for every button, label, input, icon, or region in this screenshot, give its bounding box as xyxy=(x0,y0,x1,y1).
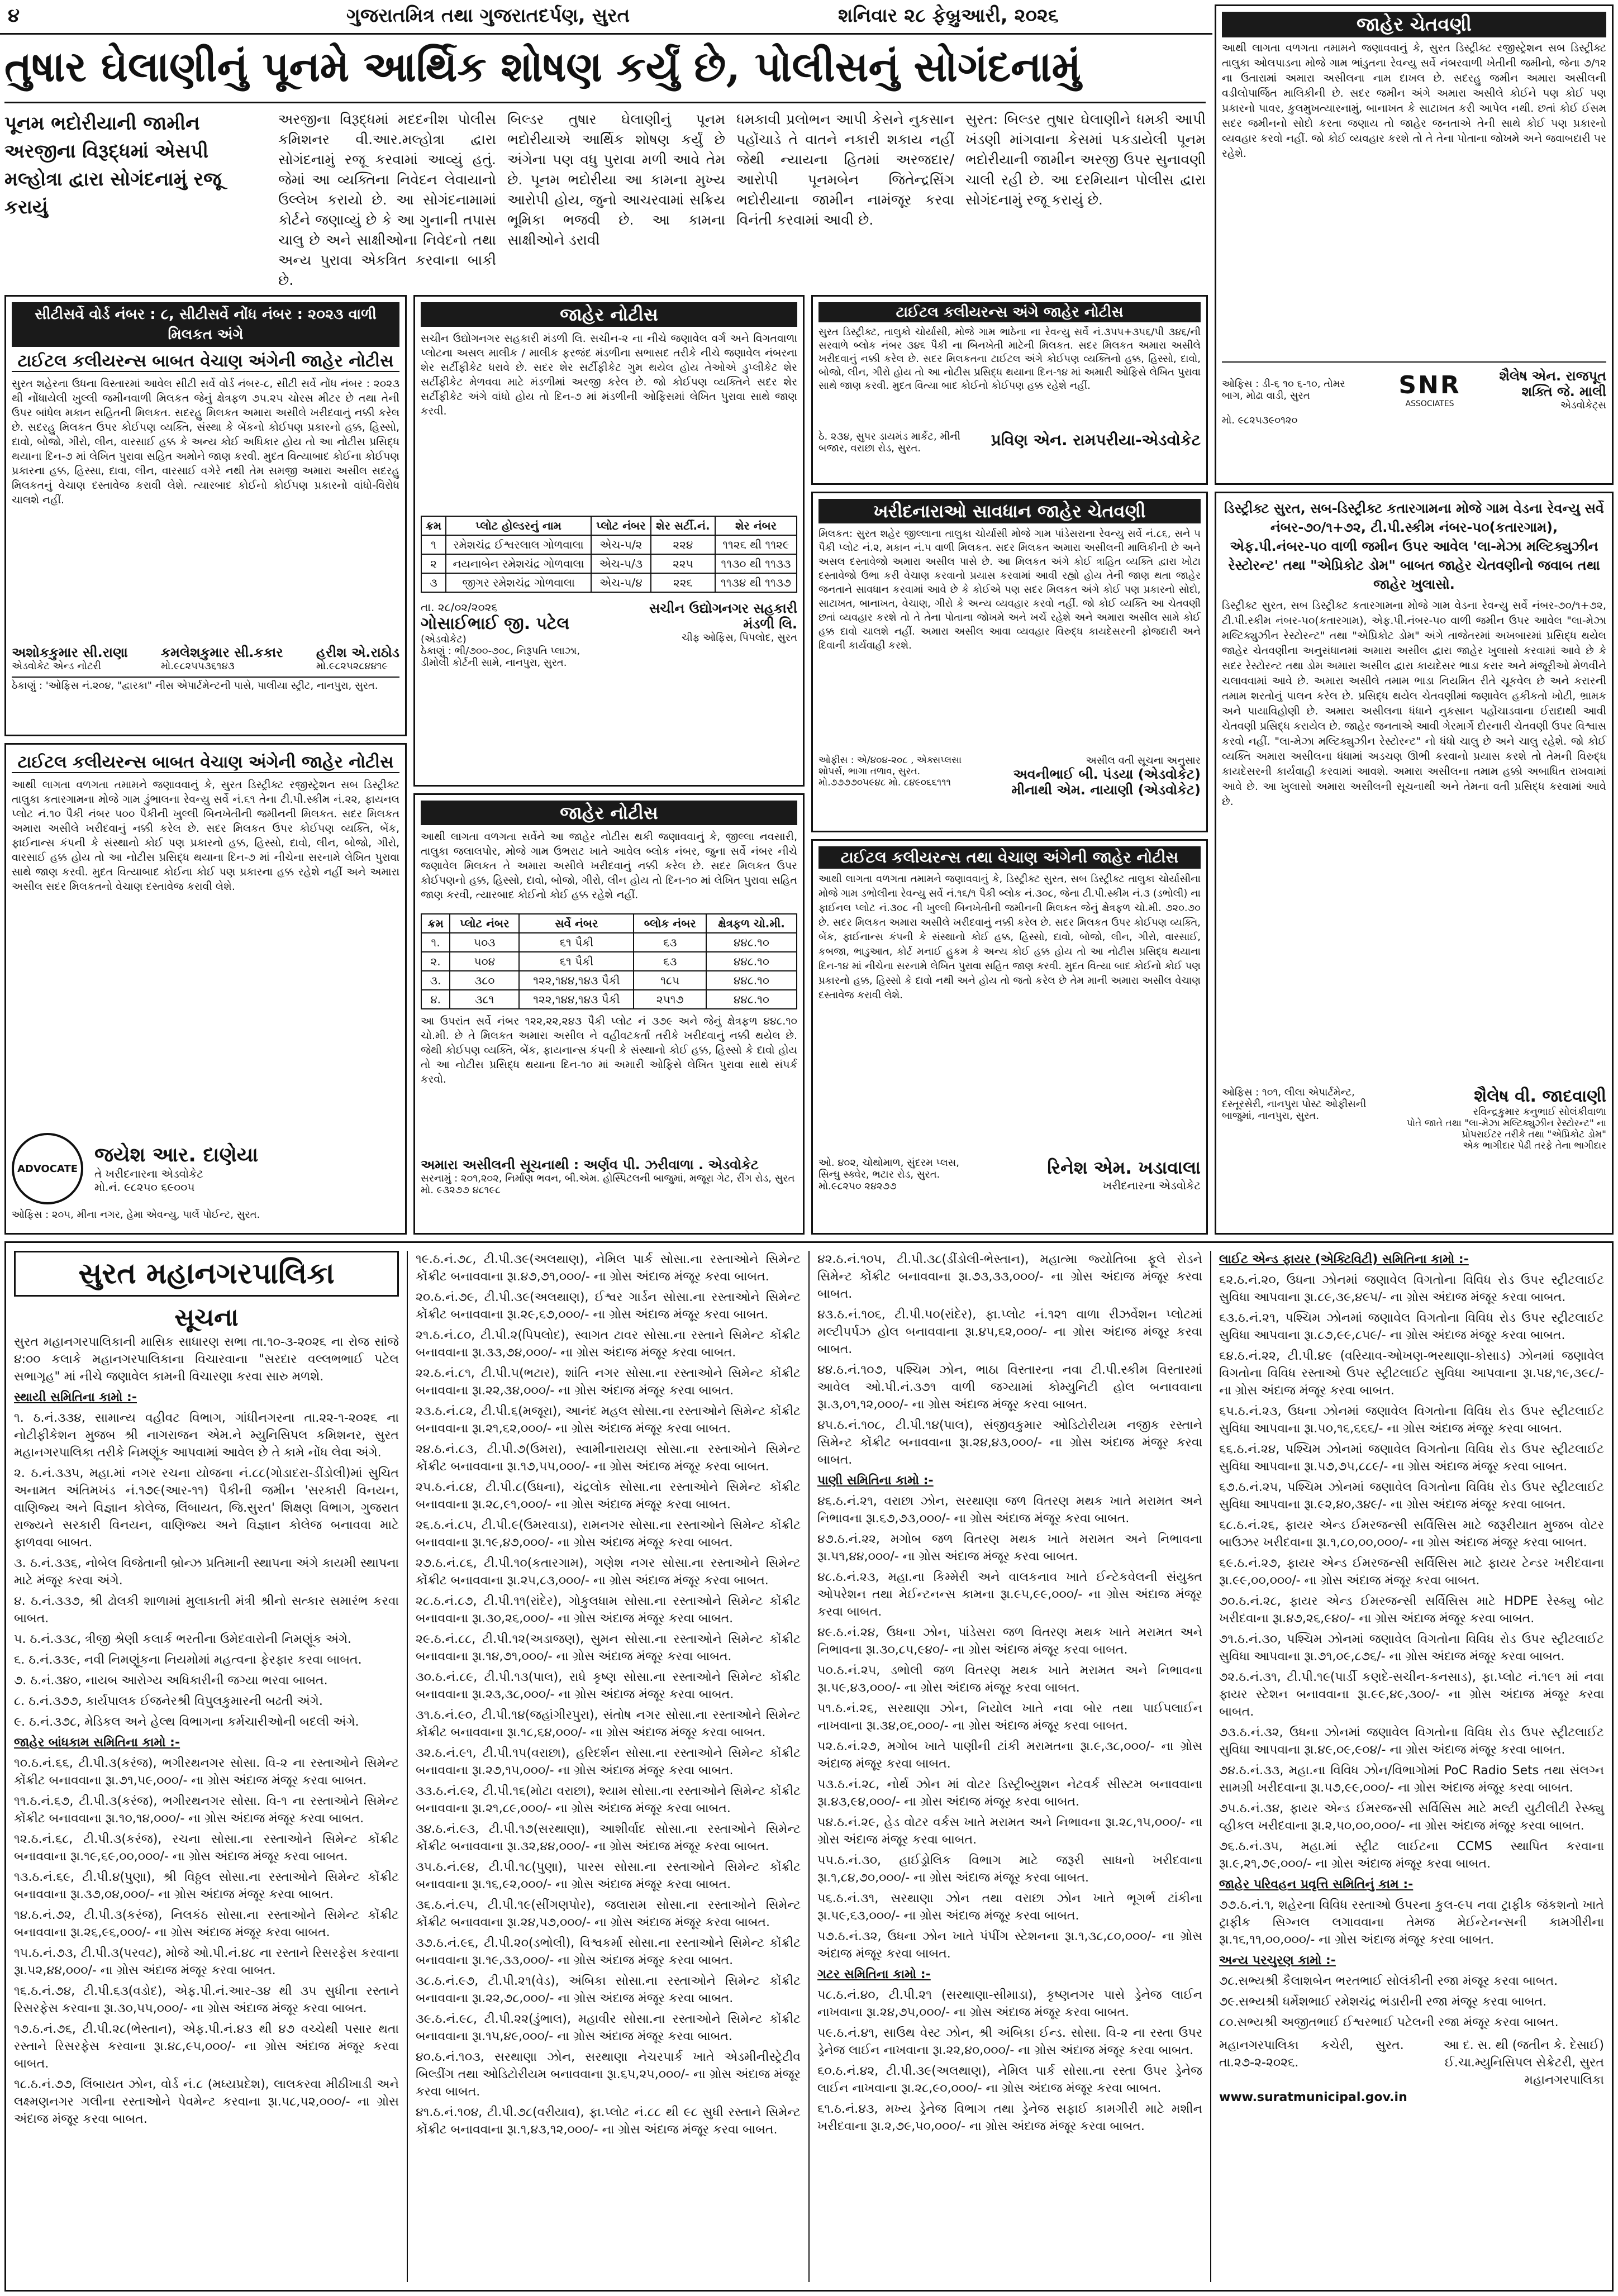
smc-agenda-item: ૪૮.ઠ.નં.૨૩, મહા.ના કિમ્મેરી અને વાલકનાવ ખાતે ઈન્ટેકવેલની સંયુક્ત ઓપરેશન તથા મેઈન્ટનન્સ કામના રૂા.૯૫,૯૯,૦૦૦/- ના ગ્રોસ અંદાજ મંજૂર કરવા બાબત. xyxy=(817,1570,1202,1619)
jaheer-notice-2-signer: અમારા અસીલની સૂચનાથી : અર્ણવ પી. ઝરીવાળા . એડવોકેટ xyxy=(421,1157,759,1173)
jaheer-notice-2 xyxy=(413,793,805,1235)
district-response-notice xyxy=(1215,492,1614,1235)
district-response-header: ડિસ્ટ્રીક્ટ સુરત, સબ-ડિસ્ટ્રીક્ટ કતારગામના મોજે ગામ વેડના રેવન્યુ સર્વે નંબર-૭૦/૧+૭૨, ટી.પી.સ્કીમ નંબર-૫૦(કતારગામ), એફ.પી.નંબર-૫૦ વાળી જમીન ઉપર આવેલ 'લા-મેઝા મલ્ટિક્યુઝીન રેસ્ટોરન્ટ' તથા "એપ્રિકોટ ડોમ" બાબત જાહેર ચેતવણીનો જવાબ તથા જાહેર ખુલાસો. xyxy=(1224,501,1604,592)
smc-agenda-item: ૫૧.ઠ.નં.૨૬, સરથાણા ઝોન, નિયોલ ખાતે નવા બોર તથા પાઈપલાઈન નાખવાના રૂા.૩૪,૦૬,૦૦૦/- ના ગ્રોસ અંદાજ મંજૂર કરવા બાબત. xyxy=(817,1702,1202,1733)
smc-agenda-item: ૬૮.ઠ.નં.૨૬, ફાયર એન્ડ ઈમરજન્સી સર્વિસિસ માટે જરૂરીયાત મુજબ વોટર બાઉઝર ખરીદવાના રૂા.૧,૮૦,૦૦,૦૦૦/- ના ગ્રોસ અંદાજ મંજૂર કરવા બાબત. xyxy=(1219,1518,1604,1550)
title-sale-body: આથી લાગતા વળગતા તમામને જણાવવાનું કે, ડિસ્ટ્રીક્ટ સુરત, સબ ડિસ્ટ્રીક્ટ તાલુકા ચોર્યાસીના મોજે ગામ ડભોલીના રેવન્યુ સર્વે નં.૧૬/૧ પૈકી બ્લોક નં.૩૦૮, જેના ટી.પી.સ્કીમ નં.૩ (ડભોલી) ના ફાઈનલ પ્લોટ નં.૩૦૮ ની ખુલ્લી બિનખેતીની જમીનની મિલકત જેનું ક્ષેત્રફળ ચો.મી. ૭૨૦.૭૦ છે. સદર મિલકત અમારા અસીલે ખરીદવાનું નક્કી કરેલ છે. સદર મિલકત ઉપર કોઈપણ વ્યક્તિ, બેંક, ફાઈનાન્સ કંપની કે સંસ્થાનો કોઈ હક્ક, હિસ્સો, દાવો, બોજો, લીન, ગીરો, વારસાઈ, કબજા, ભાડુઆત, કોર્ટ મનાઈ હુકમ કે અન્ય કોઈ હક્ક હોય તો આ નોટીસ પ્રસિદ્ધ થયાના દિન-૧૪ માં નીચેના સરનામે લેખિત પુરાવા સહિત જાણ કરવી. મુદત વિત્યા બાદ કોઈનો કોઈ પણ પ્રકારનો હક્ક, હિસ્સો કે દાવો નથી અને હોય તો જતો કરેલ છે તેમ માની અમારા અસીલ વેચાણ દસ્તાવેજ કરાવી લેશે. xyxy=(818,873,1201,1001)
smc-agenda-item: ૧૭.ઠ.નં.૭૬, ટી.પી.૨૮(ભેસ્તાન), એફ.પી.નં.૪૩ થી ૪૭ વચ્ચેથી પસાર થતા રસ્તાને રિસરફેસ કરવાના રૂા.૪૮,૯૫,૦૦૦/- ના ગ્રોસ અંદાજ મંજૂર કરવા બાબત. xyxy=(14,2022,399,2071)
smc-agenda-item: ૮. ઠ.નં.૩૭૭, કાર્યપાલક ઈજનેરશ્રી વિપુલકુમારની બઢતી અંગે. xyxy=(14,1694,323,1708)
smc-agenda-item: ૬૩.ઠ.નં.૨૧, પશ્ચિમ ઝોનમાં જણાવેલ વિગતોના વિવિધ રોડ ઉપર સ્ટ્રીટલાઈટ સુવિધા આપવાના રૂા.૮૭,૯૯,૮૫૯/- ના ગ્રોસ અંદાજ મંજૂર કરવા બાબત. xyxy=(1219,1311,1604,1342)
smc-agenda-item: ૪૫.ઠ.નં.૧૦૮, ટી.પી.૧૪(પાલ), સંજીવકુમાર ઓડિટોરીયમ નજીક રસ્તાને સિમેન્ટ કોંક્રીટ બનાવવાના રૂા.૨૪,૪૩,૦૦૦/- ના ગ્રોસ અંદાજ મંજૂર કરવા બાબત. xyxy=(817,1418,1202,1467)
table-row: ૨. ૫૦૪ ૬૧ પૈકી ૬૩ ૪૪૮.૧૦ xyxy=(421,952,797,971)
smc-agenda-item: ૭૪.ઠ.નં.૩૩, મહા.ના વિવિધ ઝોન/વિભાગોમાં PoC Radio Sets તથા સંલગ્ન સામગ્રી ખરીદવાના રૂા.૫૭,૯૯,૦૦૦/- ના ગ્રોસ અંદાજ મંજૂર કરવા બાબત. xyxy=(1219,1764,1604,1795)
headline-col-4: ધમકાવી પ્રલોભન આપી કેસને નુકસાન પહોંચાડે તે વાતને નકારી શકાય નહીં જેથી ન્યાયના હિતમાં અરજદાર/આરોપી પૂનમબેન જિતેન્દ્રસિંગ ભદોરીયાના જામીન નામંજૂર કરવા વિનંતી કરવામાં આવી છે. xyxy=(736,111,954,228)
table-row: ૧ રમેશચંદ્ર ઈશ્વરલાલ ગોળવાલા એચ-૫/૨ ૨૨૪ ૧૧૨૬ થી ૧૧૨૯ xyxy=(421,535,797,554)
paper-name: ગુજરાતમિત્ર તથા ગુજરાતદર્પણ, સુરત xyxy=(346,4,630,27)
smc-agenda-item: ૬૧.ઠ.નં.૪૩, મખ્ય ડ્રેનેજ વિભાગ તથા ડ્રેનેજ સફાઈ કામગીરી માટે મશીન ખરીદવાના રૂા.૨,૭૯,૫૦,૦૦૦/- ના ગ્રોસ અંદાજ મંજૂર કરવા બાબત. xyxy=(817,2102,1202,2133)
title-sale-notice xyxy=(811,839,1208,1235)
smc-agenda-item: ૫૩.ઠ.નં.૨૮, નોર્થ ઝોન માં વોટર ડિસ્ટ્રીબ્યુશન નેટવર્ક સીસ્ટમ બનાવવાના રૂા.૪૩,૯૪,૦૦૦/- ના ગ્રોસ અંદાજ મંજૂર કરવા બાબત. xyxy=(817,1778,1202,1809)
snr-logo: SNR ASSOCIATES xyxy=(1398,371,1461,408)
jaheer-notice-1 xyxy=(413,295,805,787)
district-response-body: ડિસ્ટ્રીક્ટ સુરત, સબ ડિસ્ટ્રીક્ટ કતારગામના મોજે ગામ વેડના રેવન્યુ સર્વે નંબર-૭૦/૧+૭૨, ટી.પી.સ્કીમ નંબર-૫૦(કતારગામ), એફ.પી.નંબર-૫૦ વાળી જમીન ઉપર આવેલ "લા-મેઝા મલ્ટિક્યુઝીન રેસ્ટોરન્ટ" તથા "એપ્રિકોટ ડોમ" અંગે તાજેતરમાં અખબારમાં પ્રસિદ્ધ થયેલ જાહેર ચેતવણીના અનુસંધાનમાં અમારા અસીલ દ્વારા જાહેર ખુલાસો કરવામાં આવે છે કે સદર રેસ્ટોરન્ટ તથા ડોમ અમારા અસીલ દ્વારા કાયદેસર ભાડા કરાર અને મંજૂરીઓ મેળવીને ચલાવવામાં આવે છે. અમારા અસીલે તમામ ભાડા નિયમિત રીતે ચૂકવેલ છે અને કરારની તમામ શરતોનું પાલન કરેલ છે. પ્રસિદ્ધ થયેલ ચેતવણીમાં જણાવેલ હકીકતો ખોટી, ભ્રામક અને પાયાવિહોણી છે. અમારા અસીલના ધંધાને નુકસાન પહોંચાડવાના ઈરાદાથી આવી ચેતવણી પ્રસિદ્ધ કરાયેલ છે. જાહેર જનતાએ આવી ગેરમાર્ગે દોરનારી ચેતવણી ઉપર વિશ્વાસ કરવો નહીં. "લા-મેઝા મલ્ટિક્યુઝીન રેસ્ટોરન્ટ" નો ધંધો ચાલુ છે અને ચાલુ રહેશે. જો કોઈ વ્યક્તિ અમારા અસીલના ધંધામાં અડચણ ઊભી કરવાનો પ્રયાસ કરશે તો તેમની વિરુદ્ધ કાયદેસરની કાર્યવાહી કરવામાં આવશે. અમારા અસીલના તમામ હક્કો અબાધિત રાખવામાં આવે છે. આ ખુલાસો અમારા અસીલની સૂચનાથી અને તેમના વતી પ્રસિદ્ધ કરવામાં આવે છે. xyxy=(1222,599,1606,808)
smc-agenda-item: ૧. ઠ.નં.૩૩૪, સામાન્ય વહીવટ વિભાગ, ગાંધીનગરના તા.૨૨-૧-૨૦૨૬ ના નોટીફીકેશન મુજબ શ્રી નાગરાજન એમ.ને મ્યુનિસિપલ કમિશનર, સુરત મહાનગરપાલિકા તરીકે નિમણૂંક આપવામાં આવેલ છે તે કામે નોંધ લેવા અંગે. xyxy=(14,1411,399,1460)
headline-deck: પૂનમ ભદોરીયાની જામીન અરજીના વિરૂદ્ધમાં એસપી મલ્હોત્રા દ્વારા સોગંદનામું રજૂ કરાયું xyxy=(4,112,222,218)
jaheer-notice-2-body2: આ ઉપરાંત સર્વે નંબર ૧૨૨,૨૨,૨૪૩ પૈકી પ્લોટ નં ૩૭૯ અને જેનું ક્ષેત્રફળ ૪૪૮.૧૦ ચો.મી. છે તે મિલકત અમારા અસીલ ને વહીવટકર્તા તરીકે ખરીદવાનું નક્કી થયેલ છે. જેથી કોઈપણ વ્યક્તિ, બેંક, ફાયનાન્સ કંપની કે સંસ્થાનો કોઈ હક્ક, હિસ્સો કે દાવો હોય તો આ નોટીસ પ્રસિદ્ધ થયાના દિન-૧૦ માં અમારી ઓફિસે લેખિત પુરાવા સાથે સંપર્ક કરવો. xyxy=(421,1015,797,1085)
smc-agenda-item: ૧૮.ઠ.નં.૭૭, લિંબાયત ઝોન, વોર્ડ નં.૮ (મધ્યપ્રદેશ), લાલકરવા મીઠીખાડી અને લક્ષ્મણનગર ગલીના રસ્તાઓને પેવમેન્ટ કરવાના રૂા.૫૮,૫૨,૦૦૦/- ના ગ્રોસ અંદાજ મંજૂર કરવા બાબત. xyxy=(14,2078,399,2126)
citysurvey-title: ટાઈટલ કલીયરન્સ બાબત વેચાણ અંગેની જાહેર નોટીસ xyxy=(12,351,399,372)
smc-agenda-item: ૭૨.ઠ.નં.૩૧, ટી.પી.૧૯(પાર્ડી કણદે-સચીન-કનસાડ), ફા.પ્લોટ નં.૧૯૧ માં નવા ફાયર સ્ટેશન બનાવવાના રૂા.૯૯,૪૯,૩૦૦/- ના ગ્રોસ અંદાજ મંજૂર કરવા બાબત. xyxy=(1219,1670,1604,1719)
jaheer-notice-2-address: સરનામું : ૨૦૧,૨૦૨, નિર્માણ ભવન, બી.એમ. હોસ્પિટલની બાજુમાં, મજૂરા ગેટ, રીંગ રોડ, સુરત મો. ૯૩૨૭૭ ૪૮૧૯૮ xyxy=(421,1173,795,1196)
smc-agenda-item: ૮૦.સભ્યશ્રી અજીતભાઈ ઈશ્વરભાઈ પટેલની રજા મંજૂર કરવા બાબત. xyxy=(1219,2016,1559,2030)
smc-agenda-item: ૭૩.ઠ.નં.૩૨, ઉધના ઝોનમાં જણાવેલ વિગતોના વિવિધ રોડ ઉપર સ્ટ્રીટલાઈટ સુવિધા આપવાના રૂા.૪૯,૦૯,૯૦૪/- ના ગ્રોસ અંદાજ મંજૂર કરવા બાબત. xyxy=(1219,1726,1604,1757)
jaheer-notice-2-body: આથી લાગતા વળગતા સર્વેને આ જાહેર નોટીસ થકી જણાવવાનું કે, જીલ્લા નવસારી, તાલુકા જલાલપોર, મોજે ગામ ઉભરાટ ખાતે આવેલ બ્લોક નંબર, જુના સર્વે નંબર નીચે જણાવેલ મિલકત તે અમારા અસીલે ખરીદવાનું નક્કી કરેલ છે. સદર મિલકત ઉપર કોઈપણનો હક્ક, હિસ્સો, દાવો, બોજો, ગીરો, લીન હોય તો દિન-૧૦ માં લેખિત પુરાવા સહિત જાણ કરવી, ત્યારબાદ કોઈનો કોઈ હક્ક રહેશે નહીં. xyxy=(421,831,797,901)
plot-table: ક્રમ પ્લોટ નંબર સર્વે નંબર બ્લોક નંબર ક્ષેત્રફળ ચો.મી. ૧. ૫૦૩ ૬૧ પૈકી ૬૩ ૪૪૮.૧૦ ૨. ૫૦૪ ૬૧ પૈકી ૬૩ ૪૪૮.૧૦ ૩. ૩૮૦ ૧૨૨,૧૪૪,૧૪૩ પૈકી ૧૮૫ ૪૪૮.૧૦ ૪. ૩૮૧ ૧૨૨,૧૪૪,૧૪૩ પૈકી ૨૫૧૭ ૪૪૮.૧૦ xyxy=(421,913,797,1009)
smc-agenda-item: ૨૬.ઠ.નં.૮૫, ટી.પી.૯(ઉમરવાડા), રામનગર સોસા.ના રસ્તાઓને સિમેન્ટ કોંક્રીટ બનાવવાના રૂા.૧૯,૪૭,૦૦૦/- ના ગ્રોસ અંદાજ મંજૂર કરવા બાબત. xyxy=(416,1518,801,1550)
public-warning-phone: મો. ૯૮૨૫૩૯૦૧૨૦ xyxy=(1222,415,1298,426)
table-row: ૩ જીગર રમેશચંદ્ર ગોળવાલા એચ-૫/૪ ૨૨૬ ૧૧૩૪ થી ૧૧૩૭ xyxy=(421,573,797,592)
smc-agenda-item: ૫૫.ઠ.નં.૩૦, હાઈડ્રોલિક વિભાગ માટે જરૂરી સાધનો ખરીદવાના રૂા.૧,૮૪,૭૦,૦૦૦/- ના ગ્રોસ અંદાજ મંજૂર કરવા બાબત. xyxy=(817,1854,1202,1885)
headline-col-2: અરજીના વિરૂદ્ધમાં મદદનીશ પોલીસ કમિશનર વી.આર.મલ્હોત્રા દ્વારા સોગંદનામું રજૂ કરવામાં આવ્યું હતું. જેમાં આ વ્યક્તિના નિવેદન લેવાયાનો ઉલ્લેખ કરાયો છે. આ સોગંદનામામાં કોર્ટને જણાવ્યું છે કે આ ગુનાની તપાસ ચાલુ છે અને સાક્ષીઓના નિવેદનો તથા અન્ય પુરાવા એકત્રિત કરવાના બાકી છે. xyxy=(278,111,496,288)
headline-story xyxy=(4,40,1206,286)
smc-agenda-item: ૪૬.ઠ.નં.૨૧, વરાછા ઝોન, સરથાણા જળ વિતરણ મથક ખાતે મરામત અને નિભાવના રૂા.૬૭,૭૩,૦૦૦/- ના ગ્રોસ અંદાજ મંજૂર કરવા બાબત. xyxy=(817,1494,1202,1526)
smc-agenda-item: ૪૨.ઠ.નં.૧૦૫, ટી.પી.૩૮(ડીંડોલી-ભેસ્તાન), મહાત્મા જ્યોતિબા ફૂલે રોડને સિમેન્ટ કોંક્રીટ બનાવવાના રૂા.૭૩,૩૩,૦૦૦/- ના ગ્રોસ અંદાજ મંજૂર કરવા બાબત. xyxy=(817,1252,1202,1301)
smc-section-title: પાણી સમિતિના કામો :- xyxy=(817,1474,934,1488)
smc-agenda-item: ૬૬.ઠ.નં.૨૪, પશ્ચિમ ઝોનમાં જણાવેલ વિગતોના વિવિધ રોડ ઉપર સ્ટ્રીટલાઈટ સુવિધા આપવાના રૂા.૫૭,૭૫,૮૮૯/- ના ગ્રોસ અંદાજ મંજૂર કરવા બાબત. xyxy=(1219,1442,1604,1474)
headline-lead: સુરત: બિલ્ડર તુષાર ઘેલાણીને ધમકી આપી ખંડણી માંગવાના કેસમાં પકડાયેલી પૂનમ ભદોરીયાની જામીન અરજી ઉપર સુનાવણી ચાલી રહી છે. આ દરમિયાન પોલીસ દ્વારા સોગંદનામું રજૂ કરાયું છે. xyxy=(965,111,1206,208)
smc-section-title: જાહેર પરિવહન પ્રવૃત્તિ સમિતિનું કામ :- xyxy=(1219,1878,1414,1892)
table-row: ૪. ૩૮૧ ૧૨૨,૧૪૪,૧૪૩ પૈકી ૨૫૧૭ ૪૪૮.૧૦ xyxy=(421,990,797,1009)
smc-body xyxy=(14,1251,1604,2282)
smc-agenda-item: ૬૯.ઠ.નં.૨૭, ફાયર એન્ડ ઈમરજન્સી સર્વિસિસ માટે ફાયર ટેન્ડર ખરીદવાના રૂા.૯૯,૦૦,૦૦૦/- ના ગ્રોસ અંદાજ મંજૂર કરવા બાબત. xyxy=(1219,1556,1604,1588)
share-table: ક્રમ પ્લોટ હોલ્ડરનું નામ પ્લોટ નંબર શેર સર્ટી.નં. શેર નંબર ૧ રમેશચંદ્ર ઈશ્વરલાલ ગોળવાલા એચ-૫/૨ ૨૨૪ ૧૧૨૬ થી ૧૧૨૯ ૨ નયનાબેન રમેશચંદ્ર ગોળવાલા એચ-૫/૩ ૨૨૫ ૧૧૩૦ થી ૧૧૩૩ ૩ જીગર રમેશચંદ્ર ગોળવાલા એચ-૫/૪ ૨૨૬ ૧૧૩૪ થી ૧૧૩૭ xyxy=(421,516,797,593)
smc-agenda-item: ૭૫.ઠ.નં.૩૪, ફાયર એન્ડ ઈમરજન્સી સર્વિસિસ માટે મલ્ટી યુટીલીટી રેસ્ક્યુ વ્હીકલ ખરીદવાના રૂા.૨,૫૦,૦૦,૦૦૦/- ના ગ્રોસ અંદાજ મંજૂર કરવા બાબત. xyxy=(1219,1802,1604,1833)
page-number: ૪ xyxy=(8,4,20,27)
smc-agenda-item: ૪૧.ઠ.નં.૧૦૪, ટી.પી.૭૮(વરીયાવ), ફા.પ્લોટ નં.૮૮ થી ૯૮ સુધી રસ્તાને સિમેન્ટ કોંક્રીટ બનાવવાના રૂા.૧,૪૩,૧૨,૦૦૦/- ના ગ્રોસ અંદાજ મંજૂર કરવા બાબત. xyxy=(416,2106,801,2137)
smc-agenda-item: ૩૪.ઠ.નં.૯૩, ટી.પી.૧૭(સરથાણા), આશીર્વાદ સોસા.ના રસ્તાઓને સિમેન્ટ કોંક્રીટ બનાવવાના રૂા.૩૨,૪૪,૦૦૦/- ના ગ્રોસ અંદાજ મંજૂર કરવા બાબત. xyxy=(416,1822,801,1854)
smc-agenda-item: ૫૨.ઠ.નં.૨૭, મગોબ ખાતે પાણીની ટાંકી મરામતના રૂા.૯,૩૮,૦૦૦/- ના ગ્રોસ અંદાજ મંજૂર કરવા બાબત. xyxy=(817,1740,1202,1771)
headline-col-3: બિલ્ડર તુષાર ઘેલાણીનું પૂનમ ભદોરીયાએ આર્થિક શોષણ કર્યું છે અંગેના પણ વધુ પુરાવા મળી આવે તેમ છે. પૂનમ ભદોરીયા આ કામના મુખ્ય આરોપી હોય, જુનો આચરવામાં સક્રિય ભૂમિકા ભજવી છે. આ કામના સાક્ષીઓને ડરાવી xyxy=(507,111,725,248)
smc-agenda-item: ૪૪.ઠ.નં.૧૦૭, પશ્ચિમ ઝોન, ભાઠા વિસ્તારના નવા ટી.પી.સ્કીમ વિસ્તારમાં આવેલ ઓ.પી.નં.૩૭૧ વાળી જગ્યામાં કોમ્યુનિટી હોલ બનાવવાના રૂા.૩,૦૧,૧૨,૦૦૦/- ના ગ્રોસ અંદાજ મંજૂર કરવા બાબત. xyxy=(817,1363,1202,1412)
smc-agenda-item: ૫. ઠ.નં.૩૩૮, ત્રીજી શ્રેણી કલાર્ક ભરતીના ઉમેદવારોની નિમણૂંક અંગે. xyxy=(14,1632,351,1646)
smc-agenda-item: ૭૬.ઠ.નં.૩૫, મહા.માં સ્ટ્રીટ લાઈટના CCMS સ્થાપિત કરવાના રૂા.૯,૨૧,૭૯,૦૦૦/- ના ગ્રોસ અંદાજ મંજૂર કરવા બાબત. xyxy=(1219,1840,1604,1871)
smc-intro: સુરત મહાનગરપાલિકાની માસિક સાધારણ સભા તા.૧૦-૩-૨૦૨૬ ના રોજ સાંજે ૪:૦૦ કલાકે મહાનગરપાલિકાના વિચારવાના "સરદાર વલ્લભભાઈ પટેલ સભાગૃહ" માં નીચે જણાવેલ કામની વિચારણા કરવા સારુ મળશે. xyxy=(14,1335,399,1384)
title-clearance-title: ટાઈટલ કલીયરન્સ બાબત વેચાણ અંગેની જાહેર નોટીસ xyxy=(12,752,399,773)
smc-agenda-item: ૭૮.સભ્યશ્રી કૈલાશબેન ભરતભાઈ સોલંકીની રજા મંજૂર કરવા બાબત. xyxy=(1219,1974,1558,1988)
smc-agenda-item: ૧૯.ઠ.નં.૭૮, ટી.પી.૩૯(અલથાણ), નેમિલ પાર્ક સોસા.ના રસ્તાઓને સિમેન્ટ કોંક્રીટ બનાવવાના રૂા.૪૭,૭૧,૦૦૦/- ના ગ્રોસ અંદાજ મંજૂર કરવા બાબત. xyxy=(416,1252,801,1284)
smc-agenda-item: ૪૩.ઠ.નં.૧૦૬, ટી.પી.૫૦(રાંદેર), ફા.પ્લોટ નં.૧૨૧ વાળા રીઝર્વેશન પ્લોટમાં મલ્ટીપર્પઝ હોલ બનાવવાના રૂા.૪૫,૬૨,૦૦૦/- ના ગ્રોસ અંદાજ મંજૂર કરવા બાબત. xyxy=(817,1308,1202,1356)
citysurvey-header: સીટીસર્વે વોર્ડ નંબર : ૮, સીટીસર્વે નોંધ નંબર : ૨૦૨૩ વાળી મિલકત અંગે xyxy=(12,302,399,347)
public-warning-header: જાહેર ચેતવણી xyxy=(1222,12,1606,37)
jaheer-notice-2-title: જાહેર નોટીસ xyxy=(421,801,797,825)
smc-section-title: સ્થાયી સમિતિના કામો :- xyxy=(14,1390,137,1404)
smc-agenda-item: ૪૯.ઠ.નં.૨૪, ઉધના ઝોન, પાંડેસરા જળ વિતરણ મથક ખાતે મરામત અને નિભાવના રૂા.૩૦,૮૫,૯૪૦/- ના ગ્રોસ અંદાજ મંજૂર કરવા બાબત. xyxy=(817,1626,1202,1657)
smc-agenda-item: ૨૨.ઠ.નં.૮૧, ટી.પી.૫(ભટાર), શાંતિ નગર સોસા.ના રસ્તાઓને સિમેન્ટ કોંક્રીટ બનાવવાના રૂા.૨૨,૩૪,૦૦૦/- ના ગ્રોસ અંદાજ મંજૂર કરવા બાબત. xyxy=(416,1366,801,1398)
jaheer-notice-1-sign: તા. ૨૮/૦૨/૨૦૨૬ ગોસાઈભાઈ જી. પટેલ (એડવોકેટ) ઠેકાણું : ભી/૭૦૦-૭૦૮, નિરૂપતિ પ્લાઝા, ડીમોલી કોર્ટની સામે, નાનપુરા, સુરત. સચીન ઉદ્યોગનગર સહકારી મંડળી લિ. ચીફ ઓફિસ, પિપલોદ, સુરત xyxy=(421,601,797,669)
title-sale-sign: ઓ. ૪૦૨, ચોથોમાળ, સુંદરમ પ્લસ, સિન્ધુ સ્ક્વેર, ભટાર રોડ, સુરત. મો.૯૮૨૫૦ ૨૪૨૭૭ રિનેશ એમ. ખડાવાલા ખરીદનારના એડવોકેટ xyxy=(818,1157,1201,1192)
smc-sign: મહાનગરપાલિકા કચેરી, સુરત. તા.૨૭-૨-૨૦૨૬. આ દ. સ. થી (જતીન કે. દેસાઈ) ઈ.ચા.મ્યુનિસિપલ સેક્રેટરી, સુરત મહાનગરપાલિકા xyxy=(1219,2038,1604,2087)
title-center-notice xyxy=(811,295,1208,485)
smc-agenda-item: ૧૧.ઠ.નં.૬૭, ટી.પી.૩(કરંજ), ભગીરથનગર સોસા. વિ-૧ ના રસ્તાઓને સિમેન્ટ કોંક્રીટ બનાવવાના રૂા.૧૦,૧૪,૦૦૦/- ના ગ્રોસ અંદાજ મંજૂર કરવા બાબત. xyxy=(14,1794,399,1826)
smc-agenda-item: ૬૨.ઠ.નં.૨૦, ઉધના ઝોનમાં જણાવેલ વિગતોના વિવિધ રોડ ઉપર સ્ટ્રીટલાઈટ સુવિધા આપવાના રૂા.૮૯,૩૯,૪૯૫/- ના ગ્રોસ અંદાજ મંજૂર કરવા બાબત. xyxy=(1219,1273,1604,1304)
smc-section-title: અન્ય પરચુરણ કામો :- xyxy=(1219,1954,1336,1968)
smc-agenda-item: ૫૦.ઠ.નં.૨૫, ડભોલી જળ વિતરણ મથક ખાતે મરામત અને નિભાવના રૂા.૫૯,૪૩,૦૦૦/- ના ગ્રોસ અંદાજ મંજૂર કરવા બાબત. xyxy=(817,1664,1202,1695)
smc-agenda-item: ૧૩.ઠ.નં.૬૯, ટી.પી.૪(પુણા), શ્રી વિઠ્ઠલ સોસા.ના રસ્તાઓને સિમેન્ટ કોંક્રીટ બનાવવાના રૂા.૩૭,૦૪,૦૦૦/- ના ગ્રોસ અંદાજ મંજૂર કરવા બાબત. xyxy=(14,1870,399,1902)
public-warning-sign: ઓફિસ : ડી-૬ ૧૦ ૬-૧૦, તોમર બાગ, મોઢા વાડી, સુરત SNR ASSOCIATES શૈલેષ એન. રાજપૂત શક્તિ જે. માલી એડવોકેટ્સ xyxy=(1222,361,1606,411)
smc-agenda-item: ૭૧.ઠ.નં.૩૦, પશ્ચિમ ઝોનમાં જણાવેલ વિગતોના વિવિધ રોડ ઉપર સ્ટ્રીટલાઈટ સુવિધા આપવાના રૂા.૭૧,૦૯,૮૭૬/- ના ગ્રોસ અંદાજ મંજૂર કરવા બાબત. xyxy=(1219,1632,1604,1664)
smc-agenda-item: ૬૪.ઠ.નં.૨૨, ટી.પી.૪૯ (વરિયાવ-ઓખણ-ભરથાણા-કોસાડ) ઝોનમાં જણાવેલ વિગતોના વિવિધ રસ્તાઓ ઉપર સ્ટ્રીટલાઈટ સુવિધા આપવાના રૂા.૫૪,૧૯,૩૯૮/- ના ગ્રોસ અંદાજ મંજૂર કરવા બાબત. xyxy=(1219,1349,1604,1398)
title-center-body: સુરત ડિસ્ટ્રીક્ટ, તાલુકો ચોર્યાસી, મોજે ગામ ભાઠેના ના રેવન્યુ સર્વે નં.૩૫૫+૩૫૬/પી ૩૪૬/ની સરવાળે બ્લોક નંબર ૩૪૬ પૈકી ના બિનખેતી માટેની મિલકત. સદર મિલકત અમારા અસીલે ખરીદવાનું નક્કી કરેલ છે. સદર મિલકતના ટાઈટલ અંગે કોઈપણ વ્યક્તિનો હક્ક, હિસ્સો, દાવો, બોજો, લીન, ગીરો હોય તો આ નોટીસ પ્રસિદ્ધ થયાના દિન-૧૪ માં અમારી ઓફિસે લેખિત પુરાવા સાથે જાણ કરવી. મુદત વિત્યા બાદ કોઈનો કોઈપણ હક્ક રહેશે નહીં. xyxy=(818,326,1201,392)
masthead xyxy=(0,0,1212,35)
jaheer-notice-1-title: જાહેર નોટીસ xyxy=(421,302,797,327)
smc-agenda-item: ૧૦.ઠ.નં.૬૬, ટી.પી.૩(કરંજ), ભગીરથનગર સોસા. વિ-૨ ના રસ્તાઓને સિમેન્ટ કોંક્રીટ બનાવવાના રૂા.૭૧,૫૯,૦૦૦/- ના ગ્રોસ અંદાજ મંજૂર કરવા બાબત. xyxy=(14,1756,399,1788)
smc-agenda-item: ૨૮.ઠ.નં.૮૭, ટી.પી.૧૧(રાંદેર), ગોકુલધામ સોસા.ના રસ્તાઓને સિમેન્ટ કોંક્રીટ બનાવવાના રૂા.૩૦,૨૬,૦૦૦/- ના ગ્રોસ અંદાજ મંજૂર કરવા બાબત. xyxy=(416,1594,801,1626)
smc-agenda-item: ૪૭.ઠ.નં.૨૨, મગોબ જળ વિતરણ મથક ખાતે મરામત અને નિભાવના રૂા.૫૧,૪૪,૦૦૦/- ના ગ્રોસ અંદાજ મંજૂર કરવા બાબત. xyxy=(817,1532,1202,1564)
headline-rule xyxy=(4,102,1206,103)
smc-website: www.suratmunicipal.gov.in xyxy=(1219,2090,1407,2104)
smc-agenda-item: ૨૭.ઠ.નં.૮૬, ટી.પી.૧૦(કતારગામ), ગણેશ નગર સોસા.ના રસ્તાઓને સિમેન્ટ કોંક્રીટ બનાવવાના રૂા.૨૫,૮૩,૦૦૦/- ના ગ્રોસ અંદાજ મંજૂર કરવા બાબત. xyxy=(416,1556,801,1588)
smc-agenda-item: ૬૦.ઠ.નં.૪૨, ટી.પી.૩૯(અલથાણ), નેમિલ પાર્ક સોસા.ના રસ્તા ઉપર ડ્રેનેજ લાઈન નાખવાના રૂા.૨૮,૯૦,૦૦૦/- ના ગ્રોસ અંદાજ મંજૂર કરવા બાબત. xyxy=(817,2064,1202,2095)
smc-agenda-item: ૭૦.ઠ.નં.૨૮, ફાયર એન્ડ ઈમરજન્સી સર્વિસિસ માટે HDPE રેસ્ક્યુ બોટ ખરીદવાના રૂા.૪૭,૨૬,૯૪૦/- ના ગ્રોસ અંદાજ મંજૂર કરવા બાબત. xyxy=(1219,1594,1604,1626)
smc-agenda-item: ૩૯.ઠ.નં.૯૮, ટી.પી.૨૨(ડુંભાલ), મહાવીર સોસા.ના રસ્તાઓને સિમેન્ટ કોંક્રીટ બનાવવાના રૂા.૧૫,૪૯,૦૦૦/- ના ગ્રોસ અંદાજ મંજૂર કરવા બાબત. xyxy=(416,2012,801,2043)
smc-agenda-item: ૧૬.ઠ.નં.૭૪, ટી.પી.૬૩(વડોદ), એફ.પી.નં.આર-૩૪ થી ૩૫ સુધીના રસ્તાને રિસરફેસ કરવાના રૂા.૩૦,૫૫,૦૦૦/- ના ગ્રોસ અંદાજ મંજૂર કરવા બાબત. xyxy=(14,1984,399,2016)
smc-title: સુરત મહાનગરપાલિકા xyxy=(78,1256,335,1290)
smc-agenda-item: ૨૩.ઠ.નં.૮૨, ટી.પી.૬(મજૂરા), આનંદ મહલ સોસા.ના રસ્તાઓને સિમેન્ટ કોંક્રીટ બનાવવાના રૂા.૨૧,૬૨,૦૦૦/- ના ગ્રોસ અંદાજ મંજૂર કરવા બાબત. xyxy=(416,1404,801,1436)
smc-subtitle: સૂચના xyxy=(174,1303,239,1332)
smc-agenda-item: ૩. ઠ.નં.૩૩૬, નોબેલ વિજેતાની બ્રોન્ઝ પ્રતિમાની સ્થાપના અંગે કાયમી સ્થાપના માટે મંજૂર કરવા અંગે. xyxy=(14,1556,399,1588)
smc-agenda-item: ૫૬.ઠ.નં.૩૧, સરથાણા ઝોન તથા વરાછા ઝોન ખાતે ભૂગર્ભ ટાંકીના રૂા.૫૯,૬૩,૦૦૦/- ના ગ્રોસ અંદાજ મંજૂર કરવા બાબત. xyxy=(817,1892,1202,1923)
smc-agenda-item: ૭. ઠ.નં.૩૪૦, નાયબ આરોગ્ય અધિકારીની જગ્યા ભરવા બાબત. xyxy=(14,1674,328,1688)
smc-agenda-item: ૨૪.ઠ.નં.૮૩, ટી.પી.૭(ઉમરા), સ્વામીનારાયણ સોસા.ના રસ્તાઓને સિમેન્ટ કોંક્રીટ બનાવવાના રૂા.૧૭,૫૫,૦૦૦/- ના ગ્રોસ અંદાજ મંજૂર કરવા બાબત. xyxy=(416,1442,801,1474)
smc-title-box xyxy=(14,1251,399,1297)
table-row: ૧. ૫૦૩ ૬૧ પૈકી ૬૩ ૪૪૮.૧૦ xyxy=(421,933,797,952)
buyers-warning-sign: ઓફીસ : એ/૪૦૪-૨૦૮ , એક્સપ્લસા શોપર્સ, ભાગા તળાવ, સુરત. મો.૭૭૭૭૦૫૯૪૮ મો. ૮૪૯૦૬૬૧૧૧ અસીલ વતી સૂચના અનુસાર અવનીભાઈ બી. પંડયા (એડવોકેટ) મીનાથી એમ. નાયાણી (એડવોકેટ) xyxy=(818,755,1201,798)
buyers-warning-body: મિલકત: સુરત શહેર જીલ્લાના તાલુકા ચોર્યાસી મોજે ગામ પાંડેસરાના રેવન્યુ સર્વે નં.૮૬, સને ૫ પૈકી પ્લોટ નં.૨, મકાન નં.૫ વાળી મિલકત. સદર મિલકત અમારા અસીલની માલિકીની છે અને અસલ દસ્તાવેજો અમારા અસીલ પાસે છે. આ મિલકત અંગે કોઈ ત્રાહિત વ્યક્તિ દ્વારા ખોટા દસ્તાવેજો ઉભા કરી વેચાણ કરવાનો પ્રયાસ કરવામાં આવી રહ્યો હોય તેની જાણ થતા જાહેર જનતાને સાવધાન કરવામાં આવે છે કે કોઈએ પણ સદર મિલકત અંગે કોઈ પણ પ્રકારનો સોદો, સાટાખત, બાનાખત, વેચાણ, ગીરો કે અન્ય વ્યવહાર કરવો નહીં. જો કોઈ વ્યક્તિ આ ચેતવણી છતાં વ્યવહાર કરશે તો તે તેના પોતાના જોખમે અને ખર્ચે રહેશે અને અમારા અસીલ સામે કોઈ હક્ક દાવો ચાલશે નહીં. અમારા અસીલ આવા વ્યવહાર વિરુદ્ધ કાયદેસરની ફોજદારી અને દિવાની કાર્યવાહી કરશે. xyxy=(818,528,1201,651)
public-warning-notice xyxy=(1215,4,1614,485)
smc-agenda-item: ૩૬.ઠ.નં.૯૫, ટી.પી.૧૯(સીંગણપોર), જલારામ સોસા.ના રસ્તાઓને સિમેન્ટ કોંક્રીટ બનાવવાના રૂા.૨૪,૫૭,૦૦૦/- ના ગ્રોસ અંદાજ મંજૂર કરવા બાબત. xyxy=(416,1898,801,1930)
smc-agenda-item: ૨૧.ઠ.નં.૮૦, ટી.પી.૨(પિપલોદ), સ્વાગત ટાવર સોસા.ના રસ્તાને સિમેન્ટ કોંક્રીટ બનાવવાના રૂા.૩૩,૭૪,૦૦૦/- ના ગ્રોસ અંદાજ મંજૂર કરવા બાબત. xyxy=(416,1328,801,1360)
district-response-sign: ઓફિસ : ૧૦૧, લીલા એપાર્ટમેન્ટ, દસ્તૂરસેરી, નાનપુરા પોસ્ટ ઓફીસની બાજુમાં, નાનપુરા, સુરત. શૈલેષ વી. જાદવાણી રવિન્દ્રકુમાર કનુભાઈ સોલંકીવાળા પોતે જાતે તથા "લા-મેઝા મલ્ટિક્યુઝીન રેસ્ટોરન્ટ" ના પ્રોપરાઈટર તરીકે તથા "એપ્રિકોટ ડોમ" એક ભાગીદાર પેઢી તરફે તેના ભાગીદાર xyxy=(1222,1087,1606,1151)
smc-agenda-item: ૨. ઠ.નં.૩૩૫, મહા.માં નગર રચના યોજના નં.૮૮(ગોડાદરા-ડીંડોલી)માં સુચિત અનામત અંતિમખંડ નં.૧૭૯(આર-૧૧) પૈકીની જમીન 'સરકારી વિનયન, વાણિજ્ય અને વિજ્ઞાન કોલેજ, લિંબાયત, જિ.સુરત' શિક્ષણ વિભાગ, ગુજરાત રાજ્યને સરકારી વિનયન, વાણિજ્ય અને વિજ્ઞાન કોલેજ બનાવવા માટે ફાળવવા બાબત. xyxy=(14,1466,399,1550)
smc-agenda-item: ૩૨.ઠ.નં.૯૧, ટી.પી.૧૫(વરાછા), હરિદર્શન સોસા.ના રસ્તાઓને સિમેન્ટ કોંક્રીટ બનાવવાના રૂા.૨૭,૧૫,૦૦૦/- ના ગ્રોસ અંદાજ મંજૂર કરવા બાબત. xyxy=(416,1746,801,1778)
smc-agenda-item: ૨૯.ઠ.નં.૮૮, ટી.પી.૧૨(અડાજણ), સુમન સોસા.ના રસ્તાઓને સિમેન્ટ કોંક્રીટ બનાવવાના રૂા.૧૪,૭૧,૦૦૦/- ના ગ્રોસ અંદાજ મંજૂર કરવા બાબત. xyxy=(416,1632,801,1664)
smc-agenda-item: ૩૩.ઠ.નં.૯૨, ટી.પી.૧૬(મોટા વરાછા), શ્યામ સોસા.ના રસ્તાઓને સિમેન્ટ કોંક્રીટ બનાવવાના રૂા.૨૧,૮૯,૦૦૦/- ના ગ્રોસ અંદાજ મંજૂર કરવા બાબત. xyxy=(416,1784,801,1816)
smc-agenda-item: ૫૪.ઠ.નં.૨૯, હેડ વોટર વર્કસ ખાતે મરામત અને નિભાવના રૂા.૨૮,૧૫,૦૦૦/- ના ગ્રોસ અંદાજ મંજૂર કરવા બાબત. xyxy=(817,1816,1202,1847)
title-clearance-address: ઓફિસ : ૨૦૫, મીના નગર, હેમા એવન્યુ, પાર્લે પોઈન્ટ, સુરત. xyxy=(12,1209,260,1221)
buyers-warning-notice xyxy=(811,492,1208,832)
jaheer-notice-1-body: સચીન ઉદ્યોગનગર સહકારી મંડળી લિ. સચીન-૨ ના નીચે જણાવેલ વર્ગ અને વિગતવાળા પ્લોટના અસલ માલીક / માલીક ફરજંદ મંડળીના સભાસદ તરીકે નીચે જણાવેલ નંબરના શેર સર્ટીફીકેટ ધરાવે છે. સદર શેર સર્ટીફીકેટ ગુમ થયેલ હોય તેઓએ ડુપ્લીકેટ શેર સર્ટીફીકેટ મેળવવા માટે મંડળીમાં અરજી કરેલ છે. જો કોઈપણ વ્યક્તિને સદર શેર સર્ટીફીકેટ અંગે વાંધો હોય તો દિન-૭ માં મંડળીની ઓફિસમાં લેખિત પુરાવા સાથે જાણ કરવી. xyxy=(421,332,797,417)
headline-title: તુષાર ઘેલાણીનું પૂનમે આર્થિક શોષણ કર્યું છે, પોલીસનું સોગંદનામું xyxy=(4,43,1081,91)
smc-notice xyxy=(4,1241,1614,2292)
smc-agenda-item: ૨૫.ઠ.નં.૮૪, ટી.પી.૮(ઉધના), ચંદ્રલોક સોસા.ના રસ્તાઓને સિમેન્ટ કોંક્રીટ બનાવવાના રૂા.૨૮,૯૧,૦૦૦/- ના ગ્રોસ અંદાજ મંજૂર કરવા બાબત. xyxy=(416,1480,801,1512)
citysurvey-notice xyxy=(4,295,407,736)
title-center-sign: ઠે. ૨૩૪, સુપર ડાયમંડ માર્કેટ, મીની બજાર, વરાછા રોડ, સુરત. પ્રવિણ એન. રામપરીયા-એડવોકેટ xyxy=(818,431,1201,454)
smc-agenda-item: ૩૭.ઠ.નં.૯૬, ટી.પી.૨૦(ડભોલી), વિશ્વકર્મા સોસા.ના રસ્તાઓને સિમેન્ટ કોંક્રીટ બનાવવાના રૂા.૧૯,૩૩,૦૦૦/- ના ગ્રોસ અંદાજ મંજૂર કરવા બાબત. xyxy=(416,1936,801,1968)
smc-agenda-item: ૫૯.ઠ.નં.૪૧, સાઉથ વેસ્ટ ઝોન, શ્રી અંબિકા ઈન્ડ. સોસા. વિ-૨ ના રસ્તા ઉપર ડ્રેનેજ લાઈન નાખવાના રૂા.૨૨,૪૦,૦૦૦/- ના ગ્રોસ અંદાજ મંજૂર કરવા બાબત. xyxy=(817,2026,1202,2057)
smc-agenda-item: ૧૪.ઠ.નં.૭૨, ટી.પી.૩(કરંજ), નિલકંઠ સોસા.ના રસ્તાઓને સિમેન્ટ કોંક્રીટ બનાવવાના રૂા.૨૬,૯૬,૦૦૦/- ના ગ્રોસ અંદાજ મંજૂર કરવા બાબત. xyxy=(14,1908,399,1940)
smc-agenda-item: ૧૨.ઠ.નં.૬૮, ટી.પી.૩(કરંજ), રચના સોસા.ના રસ્તાઓને સિમેન્ટ કોંક્રીટ બનાવવાના રૂા.૧૯,૬૯,૦૦,૦૦૦/- ના ગ્રોસ અંદાજ મંજૂર કરવા બાબત. xyxy=(14,1832,399,1864)
smc-agenda-item: ૩૫.ઠ.નં.૯૪, ટી.પી.૧૮(પુણા), પારસ સોસા.ના રસ્તાઓને સિમેન્ટ કોંક્રીટ બનાવવાના રૂા.૧૬,૯૨,૦૦૦/- ના ગ્રોસ અંદાજ મંજૂર કરવા બાબત. xyxy=(416,1860,801,1892)
smc-agenda-item: ૩૮.ઠ.નં.૯૭, ટી.પી.૨૧(વેડ), અંબિકા સોસા.ના રસ્તાઓને સિમેન્ટ કોંક્રીટ બનાવવાના રૂા.૨૨,૭૮,૦૦૦/- ના ગ્રોસ અંદાજ મંજૂર કરવા બાબત. xyxy=(416,1974,801,2006)
title-clearance-notice xyxy=(4,743,407,1235)
table-row: ૨ નયનાબેન રમેશચંદ્ર ગોળવાલા એચ-૫/૩ ૨૨૫ ૧૧૩૦ થી ૧૧૩૩ xyxy=(421,554,797,573)
citysurvey-signers: અશોકકુમાર સી.રાણા એડવોકેટ એન્ડ નોટરી કમલેશકુમાર સી.કકાર મો.૯૮૨૫૫૩૬૧૪૩ હરીશ એ.રાઠોડ મો.૯૮૨૫૨૮૪૪૧૯ xyxy=(12,645,399,672)
smc-agenda-item: ૯. ઠ.નં.૩૭૮, મેડિકલ અને હેલ્થ વિભાગના કર્મચારીઓની બદલી અંગે. xyxy=(14,1715,359,1729)
smc-agenda-item: ૩૧.ઠ.નં.૯૦, ટી.પી.૧૪(જહાંગીરપુરા), સંતોષ નગર સોસા.ના રસ્તાઓને સિમેન્ટ કોંક્રીટ બનાવવાના રૂા.૧૮,૬૪,૦૦૦/- ના ગ્રોસ અંદાજ મંજૂર કરવા બાબત. xyxy=(416,1708,801,1740)
smc-agenda-item: ૬૫.ઠ.નં.૨૩, ઉધના ઝોનમાં જણાવેલ વિગતોના વિવિધ રોડ ઉપર સ્ટ્રીટલાઈટ સુવિધા આપવાના રૂા.૫૦,૧૬,૬૬૬/- ના ગ્રોસ અંદાજ મંજૂર કરવા બાબત. xyxy=(1219,1404,1604,1436)
smc-agenda-item: ૪૦.ઠ.નં.૧૦૩, સરથાણા ઝોન, સરથાણા નેચરપાર્ક ખાતે એડમીનીસ્ટ્રેટીવ બિલ્ડીંગ તથા ઓડિટોરીયમ બનાવવાના રૂા.૬૫,૨૫,૦૦૦/- ના ગ્રોસ અંદાજ મંજૂર કરવા બાબત. xyxy=(416,2050,801,2099)
smc-section-title: જાહેર બાંધકામ સમિતિના કામો :- xyxy=(14,1736,180,1750)
citysurvey-body: સુરત શહેરના ઉધના વિસ્તારમાં આવેલ સીટી સર્વે વોર્ડ નંબર-૮, સીટી સર્વે નોંધ નંબર : ૨૦૨૩ થી નોંધાયેલી ખુલ્લી જમીનવાળી મિલકત જેનું ક્ષેત્રફળ ૭૫.૨૫ ચોરસ મીટર છે તથા તેની ઉપર બાંધેલ મકાન સહિતની મિલકત. સદરહુ મિલકત અમારા અસીલે ખરીદવાનું નક્કી કરેલ છે. સદરહુ મિલકત ઉપર કોઈપણ વ્યક્તિ, સંસ્થા કે બેંકનો કોઈપણ પ્રકારનો હક્ક, હિસ્સો, દાવો, બોજો, ગીરો, લીન, વારસાઈ હક્ક કે અન્ય કોઈ અધિકાર હોય તો આ નોટીસ પ્રસિદ્ધ થયાના દિન-૭ માં લેખિત પુરાવા સહિત અમોને જાણ કરવી. મુદત વિત્યાબાદ કોઈના કોઈપણ પ્રકારના હક્ક, હિસ્સા, દાવા, લીન, વારસાઈ વગેરે નથી તેમ સમજી અમારા અસીલ સદરહુ મિલકતનું વેચાણ દસ્તાવેજ કરાવી લેશે. ત્યારબાદ કોઈનો કોઈપણ પ્રકારનો વાંધો-વિરોધ ચાલશે નહીં. xyxy=(12,378,399,506)
smc-agenda-item: ૬૭.ઠ.નં.૨૫, પશ્ચિમ ઝોનમાં જણાવેલ વિગતોના વિવિધ રોડ ઉપર સ્ટ્રીટલાઈટ સુવિધા આપવાના રૂા.૯૨,૪૦,૩૪૯/- ના ગ્રોસ અંદાજ મંજૂર કરવા બાબત. xyxy=(1219,1480,1604,1512)
smc-section-title: ગટર સમિતિના કામો :- xyxy=(817,1968,931,1981)
smc-agenda-item: ૬. ઠ.નં.૩૩૯, નવી નિમણૂંકના નિયમોમાં મહત્વના ફેરફાર કરવા બાબત. xyxy=(14,1653,362,1667)
smc-section-title: લાઈટ એન્ડ ફાયર (એક્ટિવિટી) સમિતિના કામો :- xyxy=(1219,1252,1469,1266)
issue-date: શનિવાર ૨૮ ફેબ્રુઆરી, ૨૦૨૬ xyxy=(838,4,1059,27)
advocate-logo: ADVOCATE xyxy=(12,1133,83,1204)
smc-agenda-item: ૭૭.ઠ.નં.૧, શહેરના વિવિધ રસ્તાઓ ઉપરના કુલ-૯૫ નવા ટ્રાફીક જંકશનો ખાતે ટ્રાફીક સિગ્નલ લગાવવાના તેમજ મેઈન્ટેનન્સની કામગીરીના રૂા.૧૬,૧૧,૦૦,૦૦૦/- ના ગ્રોસ અંદાજ મંજૂર કરવા બાબત. xyxy=(1219,1898,1604,1947)
table-row: ૩. ૩૮૦ ૧૨૨,૧૪૪,૧૪૩ પૈકી ૧૮૫ ૪૪૮.૧૦ xyxy=(421,971,797,990)
public-warning-body: આથી લાગતા વળગતા તમામને જણાવવાનું કે, સુરત ડિસ્ટ્રીક્ટ રજીસ્ટ્રેશન સબ ડિસ્ટ્રીક્ટ તાલુકા ઓલપાડના મોજે ગામ ભાંડુતના રેવન્યુ સર્વે નંબરવાળી ખેતીની જમીનો, જેના ૭/૧૨ ના ઉતારામાં અમારા અસીલના નામ દાખલ છે. સદરહુ જમીન અમારા અસીલની વડીલોપાર્જિત માલિકીની છે. સદર જમીન અંગે અમારા અસીલે કોઈને પણ કોઈ પણ પ્રકારનો પાવર, કુલમુખત્યારનામું, બાનાખત કે સાટાખત કરી આપેલ નથી. છતાં કોઈ ઈસમ સદર જમીનનો સોદો કરતા જણાય તો જાહેર જનતાએ તેની સાથે કોઈ પણ પ્રકારનો વ્યવહાર કરવો નહીં. જો કોઈ વ્યવહાર કરશે તો તે તેના પોતાના જોખમે અને જવાબદારી પર રહેશે. xyxy=(1222,42,1606,160)
smc-agenda-item: ૭૯.સભ્યશ્રી ધર્મેશભાઈ રમેશચંદ્ર ભંડારીની રજા મંજૂર કરવા બાબત. xyxy=(1219,1995,1547,2009)
buyers-warning-header: ખરીદનારાઓ સાવધાન જાહેર ચેતવણી xyxy=(818,499,1201,523)
title-clearance-sign: ADVOCATE જયેશ આર. દાણેયા તે ખરીદનારના એડવોકેટ મો.નં. ૯૮૨૫૦ ૬૯૦૦૫ xyxy=(12,1133,399,1204)
title-clearance-body: આથી લાગતા વળગતા તમામને જણાવવાનું કે, સુરત ડિસ્ટ્રીક્ટ રજીસ્ટ્રેશન સબ ડિસ્ટ્રીક્ટ તાલુકા કતારગામના મોજે ગામ ડુંભાલના રેવન્યુ સર્વે નં.૬૧ તેના ટી.પી.સ્કીમ નં.૨૨, ફાયનલ પ્લોટ નં.૧૦ પૈકી નંબર ૫૦૦ પૈકીની ખુલ્લી બિનખેતીની જમીનની મિલકત. સદર મિલકત અમારા અસીલે ખરીદવાનું નક્કી કરેલ છે. સદર મિલકત ઉપર કોઈપણ વ્યક્તિ, બેંક, ફાઈનાન્સ કંપની કે સંસ્થાનો કોઈ પણ પ્રકારનો હક્ક, હિસ્સો, દાવો, લીન, બોજો, ગીરો, વારસાઈ હક્ક હોય તો આ નોટીસ પ્રસિદ્ધ થયાના દિન-૭ માં નીચેના સરનામે લેખિત પુરાવા સાથે જાણ કરવી. મુદત વિત્યાબાદ કોઈના કોઈ પણ પ્રકારના હક્ક રહેશે નહીં અને અમારા અસીલ સદર મિલકતનો વેચાણ દસ્તાવેજ કરાવી લેશે. xyxy=(12,779,399,893)
smc-agenda-item: ૪. ઠ.નં.૩૩૭, શ્રી ઢોલકી શાળામાં મુલાકાતી મંત્રી શ્રીનો સત્કાર સમારંભ કરવા બાબત. xyxy=(14,1594,399,1626)
smc-agenda-item: ૨૦.ઠ.નં.૭૯, ટી.પી.૩૯(અલથાણ), ઈશ્વર ગાર્ડન સોસા.ના રસ્તાઓને સિમેન્ટ કોંક્રીટ બનાવવાના રૂા.૨૯,૬૭,૦૦૦/- ના ગ્રોસ અંદાજ મંજૂર કરવા બાબત. xyxy=(416,1290,801,1322)
title-sale-header: ટાઈટલ કલીયરન્સ તથા વેચાણ અંગેની જાહેર નોટીસ xyxy=(818,846,1201,869)
smc-agenda-item: ૫૭.ઠ.નં.૩૨, ઉધના ઝોન ખાતે પંપીંગ સ્ટેશનના રૂા.૧,૩૮,૮૦,૦૦૦/- ના ગ્રોસ અંદાજ મંજૂર કરવા બાબત. xyxy=(817,1930,1202,1961)
smc-agenda-item: ૫૮.ઠ.નં.૪૦, ટી.પી.૨૧ (સરથાણા-સીમાડા), કૃષ્ણનગર પાસે ડ્રેનેજ લાઈન નાખવાના રૂા.૨૪,૭૫,૦૦૦/- ના ગ્રોસ અંદાજ મંજૂર કરવા બાબત. xyxy=(817,1988,1202,2019)
title-center-header: ટાઈટલ કલીયરન્સ અંગે જાહેર નોટીસ xyxy=(818,302,1201,322)
smc-agenda-item: ૩૦.ઠ.નં.૮૯, ટી.પી.૧૩(પાલ), રાધે કૃષ્ણ સોસા.ના રસ્તાઓને સિમેન્ટ કોંક્રીટ બનાવવાના રૂા.૨૩,૩૮,૦૦૦/- ના ગ્રોસ અંદાજ મંજૂર કરવા બાબત. xyxy=(416,1670,801,1702)
smc-agenda-item: ૧૫.ઠ.નં.૭૩, ટી.પી.૩(પરવટ), મોજે ઓ.પી.નં.૪૮ ના રસ્તાને રિસરફેસ કરવાના રૂા.૫૨,૪૪,૦૦૦/- ના ગ્રોસ અંદાજ મંજૂર કરવા બાબત. xyxy=(14,1946,399,1978)
citysurvey-address: ઠેકાણું : 'ઓફિસ નં.૨૦૪, "દ્વારકા" નીસ એપાર્ટમેન્ટની પાસે, પાલીયા સ્ટ્રીટ, નાનપુરા, સુરત. xyxy=(12,677,399,692)
